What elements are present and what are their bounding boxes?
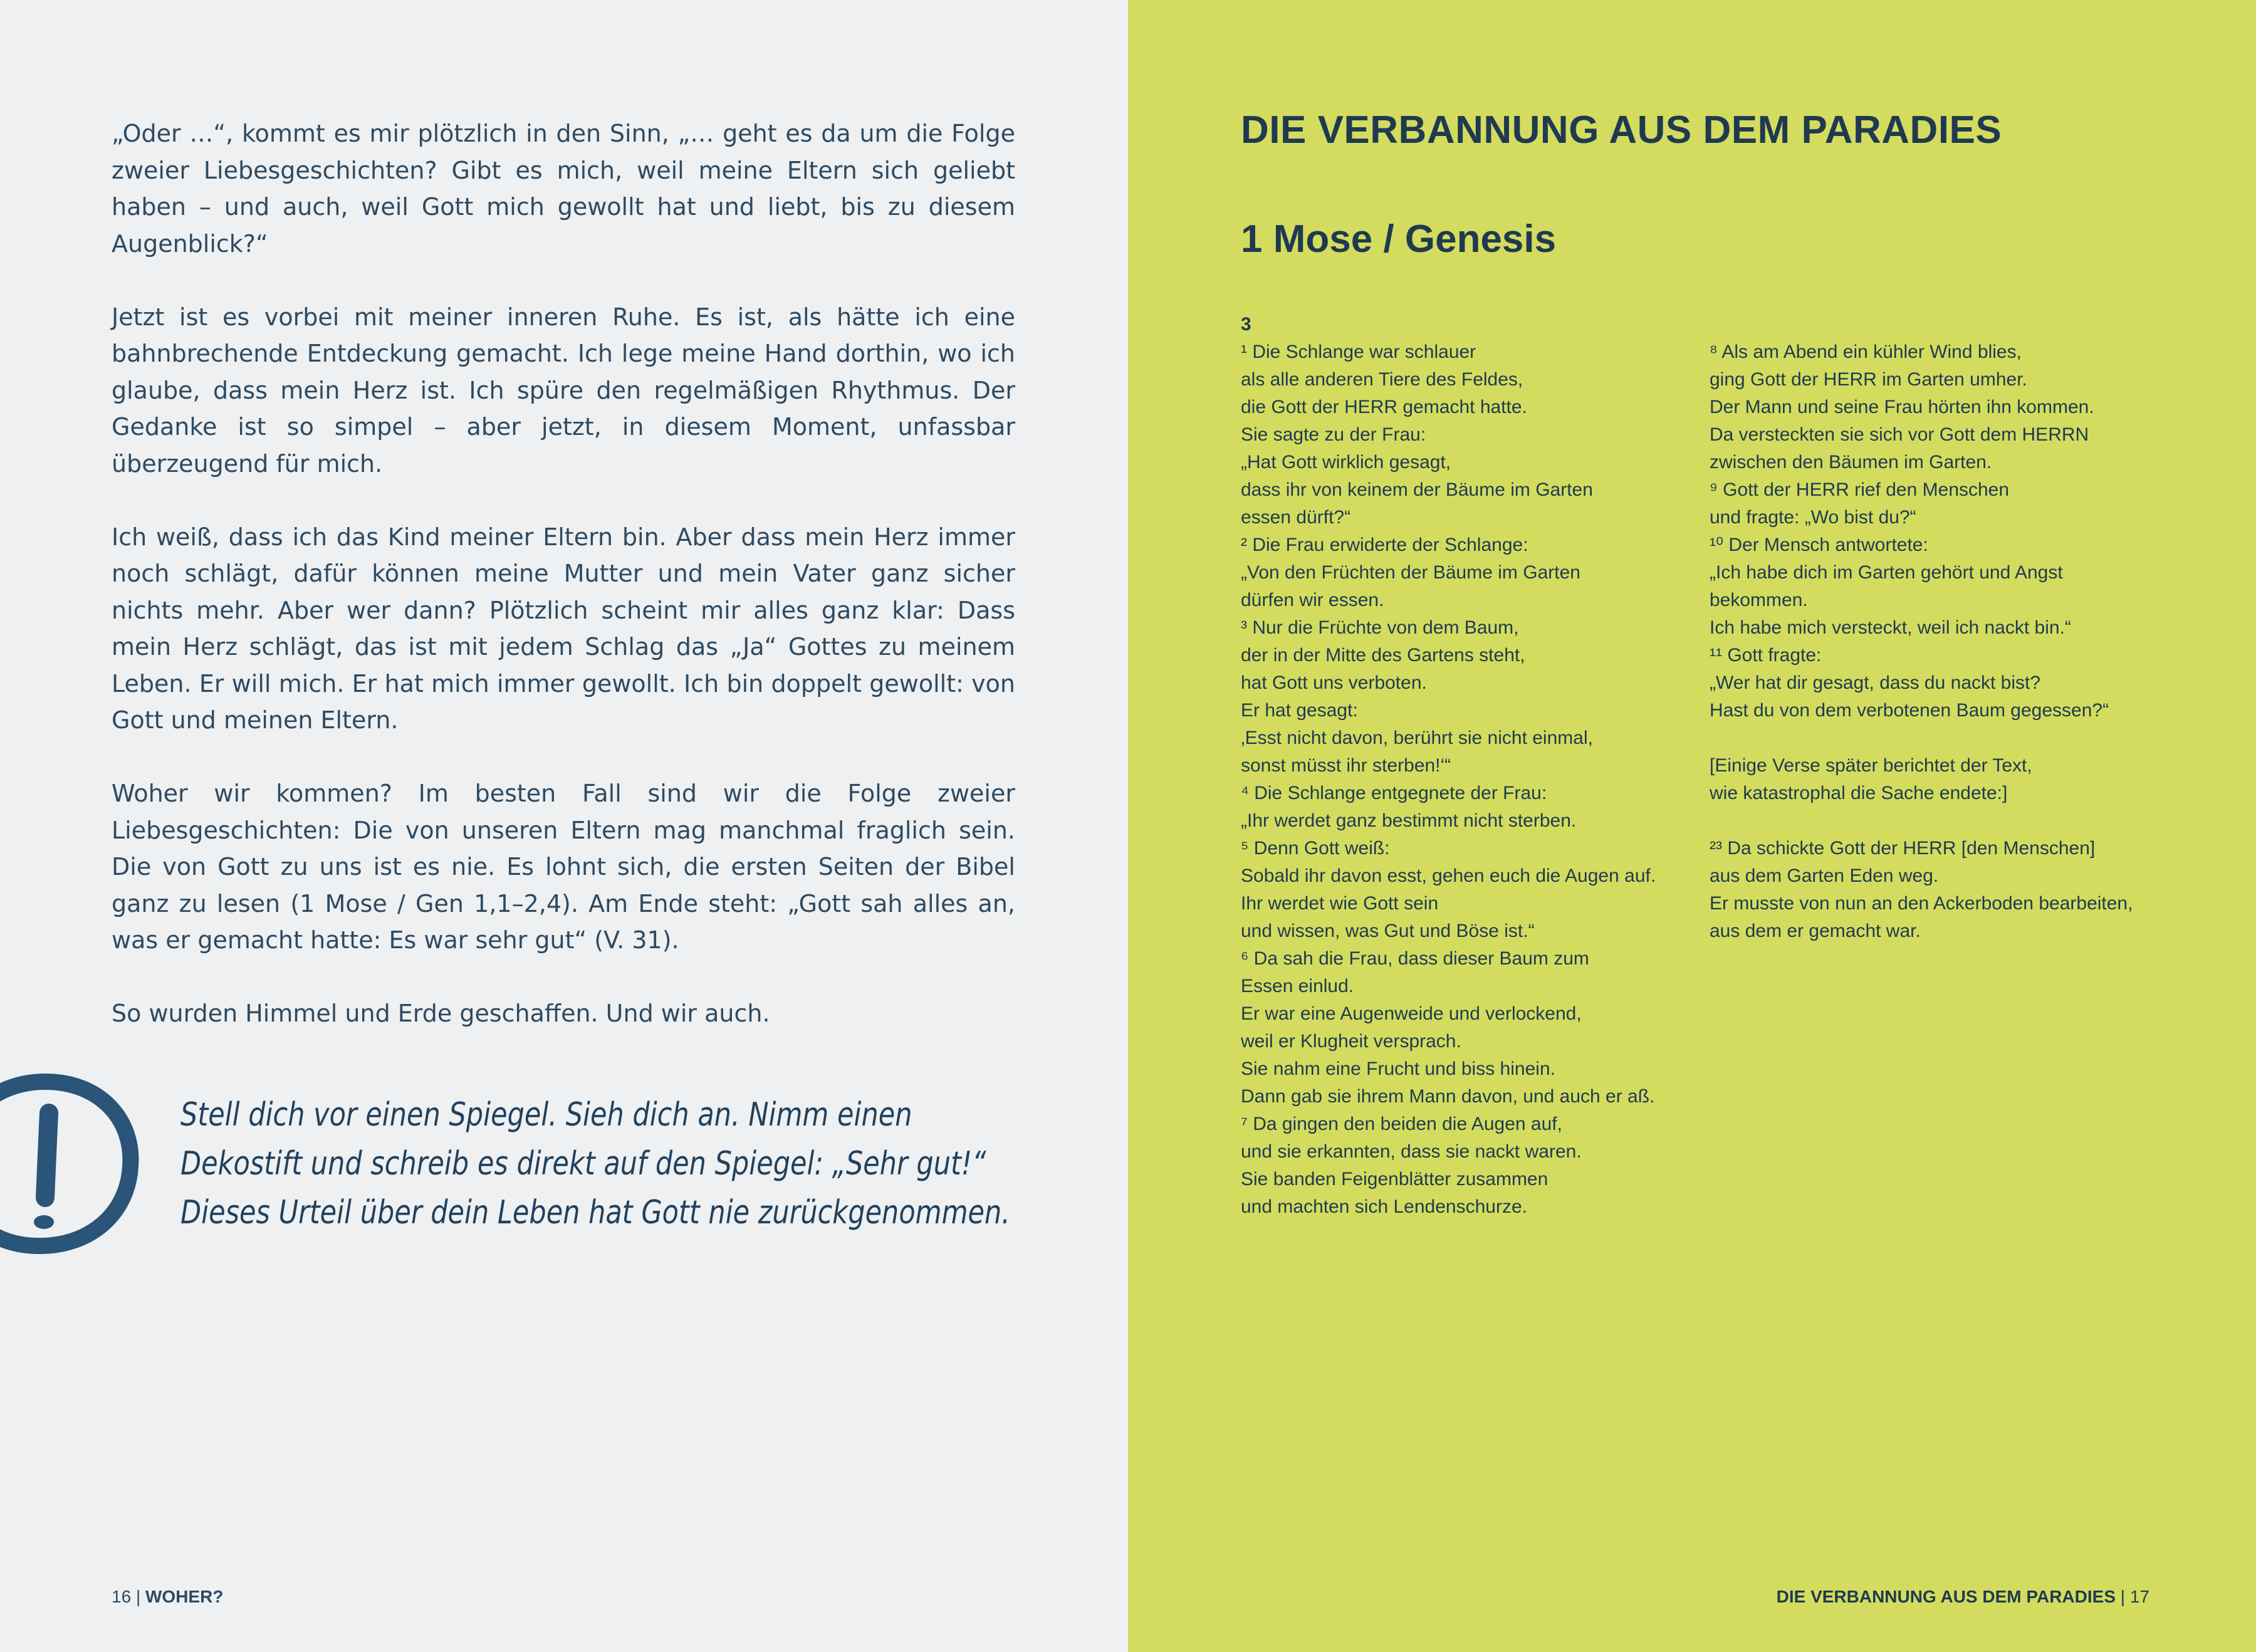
verse-line: und fragte: „Wo bist du?“ (1710, 507, 1916, 528)
footer-separator: | (135, 1587, 141, 1606)
verse-line: ging Gott der HERR im Garten umher. (1710, 369, 2027, 390)
verse-line: essen dürft?“ (1241, 507, 1351, 528)
verse-line: ² Die Frau erwiderte der Schlange: (1241, 535, 1528, 555)
verse-line: ‚Esst nicht davon, berührt sie nicht einmal, (1241, 728, 1593, 748)
verse-line: ⁴ Die Schlange entgegnete der Frau: (1241, 783, 1547, 803)
verse-line: „Wer hat dir gesagt, dass du nackt bist? (1710, 672, 2041, 693)
verse-line: „Hat Gott wirklich gesagt, (1241, 452, 1451, 473)
verse-line: als alle anderen Tiere des Feldes, (1241, 369, 1523, 390)
verse-line: und sie erkannten, dass sie nackt waren. (1241, 1141, 1582, 1162)
verse-line: ¹⁰ Der Mensch antwortete: (1710, 535, 1928, 555)
paragraph: So wurden Himmel und Erde geschaffen. Und wir auch. (112, 1000, 770, 1027)
tip-callout (180, 1090, 1010, 1237)
page-number: 16 (112, 1587, 132, 1606)
verse-line: „Ich habe dich im Garten gehört und Angst (1710, 562, 2063, 583)
verse-line: Hast du von dem verbotenen Baum gegessen?“ (1710, 700, 2109, 721)
scripture-column-1 (1241, 311, 1692, 1221)
verse-line: wie katastrophal die Sache endete:] (1710, 783, 2008, 803)
verse-line (1710, 807, 2173, 835)
verse-line: ²³ Da schickte Gott der HERR [den Menschen] (1710, 838, 2096, 859)
page-title: DIE VERBANNUNG AUS DEM PARADIES (1241, 108, 2002, 152)
verse-line: Er hat gesagt: (1241, 700, 1358, 721)
verse-line: Er musste von nun an den Ackerboden bearbeiten, (1710, 893, 2133, 914)
verse-line (1710, 724, 2173, 752)
verse-line: ⁷ Da gingen den beiden die Augen auf, (1241, 1114, 1562, 1134)
verse-line: [Einige Verse später berichtet der Text, (1710, 755, 2032, 776)
body-text (112, 115, 1015, 1032)
footer-right (1777, 1587, 2149, 1607)
verse-line: ³ Nur die Früchte von dem Baum, (1241, 617, 1519, 638)
book-title: 1 Mose / Genesis (1241, 217, 1557, 261)
verse-line: Ich habe mich versteckt, weil ich nackt bin.“ (1710, 617, 2071, 638)
verse-line: weil er Klugheit versprach. (1241, 1031, 1461, 1052)
verse-line: ⁵ Denn Gott weiß: (1241, 838, 1390, 859)
verse-line: dürfen wir essen. (1241, 590, 1384, 610)
verse-line: Da versteckten sie sich vor Gott dem HERRN (1710, 424, 2089, 445)
verse-line: „Von den Früchten der Bäume im Garten (1241, 562, 1580, 583)
verse-line: Sie sagte zu der Frau: (1241, 424, 1426, 445)
paragraph: Ich weiß, dass ich das Kind meiner Eltern bin. Aber dass mein Herz immer noch schlägt, dafür können meine Mutter und mein Vater ganz sicher nichts mehr. Aber wer dann? Plötzlich scheint mir alles ganz klar: Dass mein Herz schlägt, das ist mit jedem Schlag das „Ja“ Gottes zu meinem Leben. Er will mich. Er hat mich immer gewollt. Ich bin doppelt gewollt: von Gott und meinen Eltern. (112, 523, 1015, 734)
verse-line: Sie nahm eine Frucht und biss hinein. (1241, 1059, 1555, 1079)
footer-separator: | (2120, 1587, 2126, 1606)
tip-line: Dekostift und schreib es direkt auf den Spiegel: „Sehr gut!“ (180, 1145, 986, 1183)
verse-line: dass ihr von keinem der Bäume im Garten (1241, 479, 1593, 500)
page-number: 17 (2129, 1587, 2149, 1606)
tip-line: Stell dich vor einen Spiegel. Sieh dich an. Nimm einen (180, 1096, 912, 1134)
verse-line: hat Gott uns verboten. (1241, 672, 1427, 693)
verse-line: Ihr werdet wie Gott sein (1241, 893, 1439, 914)
paragraph: Woher wir kommen? Im besten Fall sind wir die Folge zweier Liebesgeschichten: Die von unseren Eltern mag manchmal fraglich sein. Die von Gott zu uns ist es nie. Es lohnt sich, die ersten Seiten der Bibel ganz zu lesen (1 Mose / Gen 1,1–2,4). Am Ende steht: „Gott sah alles an, was er gemacht hatte: Es war sehr gut“ (V. 31). (112, 780, 1015, 954)
verse-line: ⁶ Da sah die Frau, dass dieser Baum zum (1241, 948, 1589, 969)
verse-line: aus dem Garten Eden weg. (1710, 865, 1939, 886)
verse-line: ¹ Die Schlange war schlauer (1241, 342, 1476, 362)
paragraph: Jetzt ist es vorbei mit meiner inneren Ruhe. Es ist, als hätte ich eine bahnbrechende Entdeckung gemacht. Ich lege meine Hand dorthin, wo ich glaube, dass mein Herz ist. Ich spüre den regelmäßigen Rhythmus. Der Gedanke ist so simpel – aber jetzt, in diesem Moment, unfassbar überzeugend für mich. (112, 303, 1015, 478)
exclamation-circle-icon (0, 1069, 143, 1257)
footer-left (112, 1587, 223, 1607)
verse-line: ¹¹ Gott fragte: (1710, 645, 1822, 666)
chapter-number: 3 (1241, 314, 1251, 335)
verse-line: Essen einlud. (1241, 976, 1354, 996)
verse-line: Er war eine Augenweide und verlockend, (1241, 1003, 1582, 1024)
verse-line: Dann gab sie ihrem Mann davon, und auch er aß. (1241, 1086, 1655, 1107)
verse-line: und machten sich Lendenschurze. (1241, 1196, 1527, 1217)
verse-line: ⁸ Als am Abend ein kühler Wind blies, (1710, 342, 2022, 362)
verse-line: und wissen, was Gut und Böse ist.“ (1241, 921, 1535, 941)
paragraph: „Oder …“, kommt es mir plötzlich in den Sinn, „… geht es da um die Folge zweier Liebesgeschichten? Gibt es mich, weil meine Eltern sich geliebt haben – und auch, weil Gott mich gewollt hat und liebt, bis zu diesem Augenblick?“ (112, 120, 1015, 258)
verse-line: sonst müsst ihr sterben!‘“ (1241, 755, 1451, 776)
verse-line: „Ihr werdet ganz bestimmt nicht sterben. (1241, 810, 1577, 831)
verse-line: der in der Mitte des Gartens steht, (1241, 645, 1525, 666)
tip-line: Dieses Urteil über dein Leben hat Gott nie zurückgenommen. (180, 1194, 1010, 1231)
footer-section: DIE VERBANNUNG AUS DEM PARADIES (1776, 1587, 2116, 1606)
verse-line: Sie banden Feigenblätter zusammen (1241, 1169, 1548, 1189)
verse-line: Sobald ihr davon esst, gehen euch die Augen auf. (1241, 865, 1656, 886)
verse-line: zwischen den Bäumen im Garten. (1710, 452, 1992, 473)
footer-section: WOHER? (145, 1587, 224, 1606)
verse-line: die Gott der HERR gemacht hatte. (1241, 397, 1527, 417)
scripture-column-2 (1710, 338, 2173, 945)
verse-line: bekommen. (1710, 590, 1808, 610)
verse-line: ⁹ Gott der HERR rief den Menschen (1710, 479, 2010, 500)
verse-line: Der Mann und seine Frau hörten ihn kommen. (1710, 397, 2094, 417)
verse-line: aus dem er gemacht war. (1710, 921, 1921, 941)
